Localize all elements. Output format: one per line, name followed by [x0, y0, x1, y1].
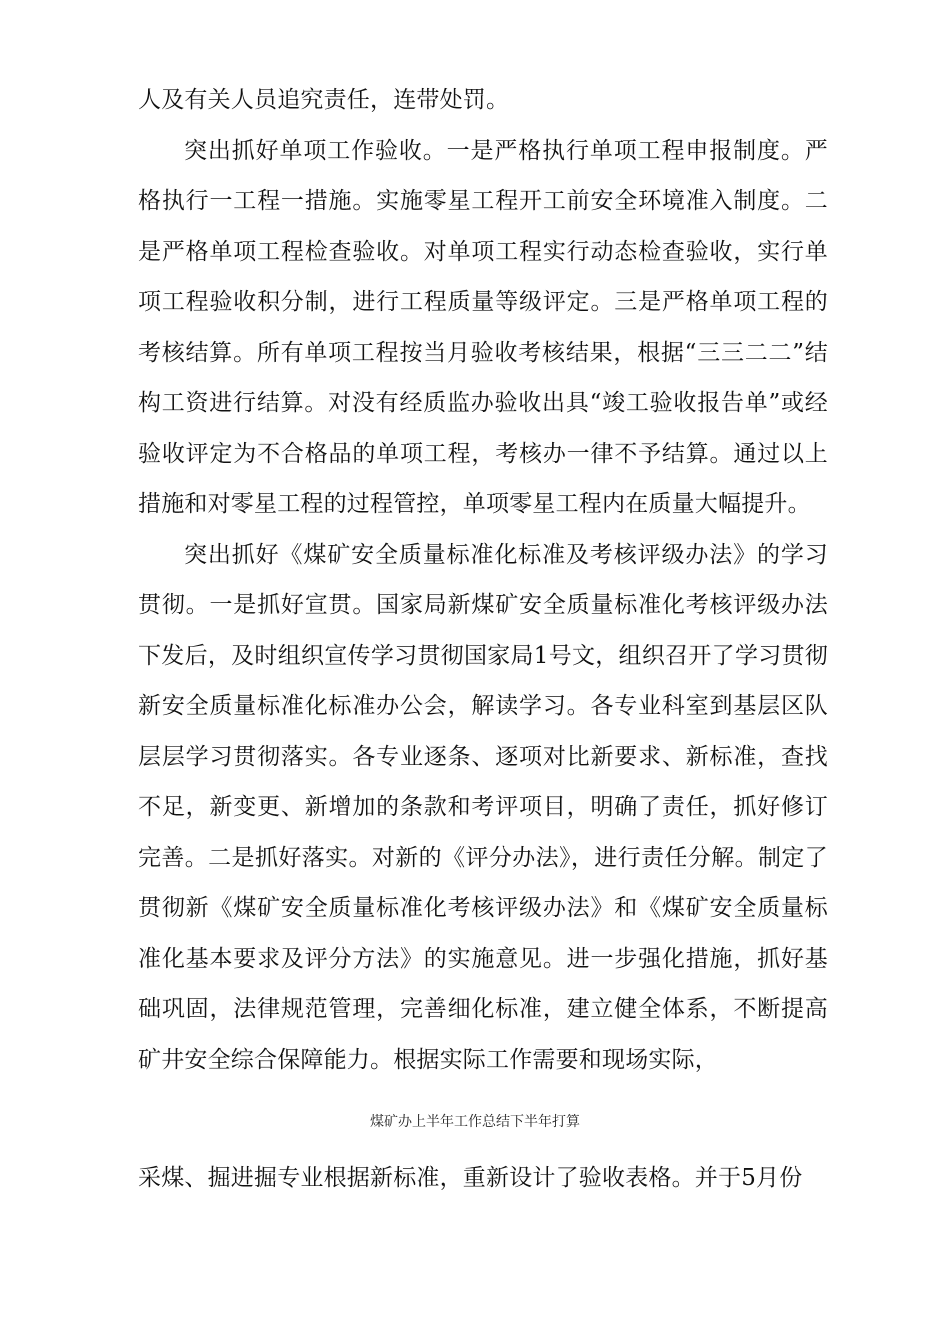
paragraph-continuation: 人及有关人员追究责任，连带处罚。 — [138, 87, 510, 113]
page-footer: 煤矿办上半年工作总结下半年打算 — [370, 1114, 580, 1130]
document-body — [138, 75, 828, 1085]
paragraph-single-project-acceptance: 突出抓好单项工作验收。一是严格执行单项工程申报制度。严格执行一工程一措施。实施零星工程开工前安全环境准入制度。二是严格单项工程检查验收。对单项工程实行动态检查验收，实行单项工程验收积分制，进行工程质量等级评定。三是严格单项工程的考核结算。所有单项工程按当月验收考核结果，根据“三三二二”结构工资进行结算。对没有经质监办验收出具“竣工验收报告单”或经验收评定为不合格品的单项工程，考核办一律不予结算。通过以上措施和对零星工程的过程管控，单项零星工程内在质量大幅提升。 — [138, 137, 828, 517]
paragraph-next-page: 采煤、掘进掘专业根据新标准，重新设计了验收表格。并于5月份 — [138, 1165, 803, 1191]
paragraph-standardization-study: 突出抓好《煤矿安全质量标准化标准及考核评级办法》的学习贯彻。一是抓好宣贯。国家局新煤矿安全质量标准化考核评级办法下发后，及时组织宣传学习贯彻国家局1号文，组织召开了学习贯彻新安全质量标准化标准办公会，解读学习。各专业科室到基层区队层层学习贯彻落实。各专业逐条、逐项对比新要求、新标准，查找不足，新变更、新增加的条款和考评项目，明确了责任，抓好修订完善。二是抓好落实。对新的《评分办法》，进行责任分解。制定了贯彻新《煤矿安全质量标准化考核评级办法》和《煤矿安全质量标准化基本要求及评分方法》的实施意见。进一步强化措施，抓好基础巩固，法律规范管理，完善细化标准，建立健全体系，不断提高矿井安全综合保障能力。根据实际工作需要和现场实际， — [138, 541, 828, 1073]
